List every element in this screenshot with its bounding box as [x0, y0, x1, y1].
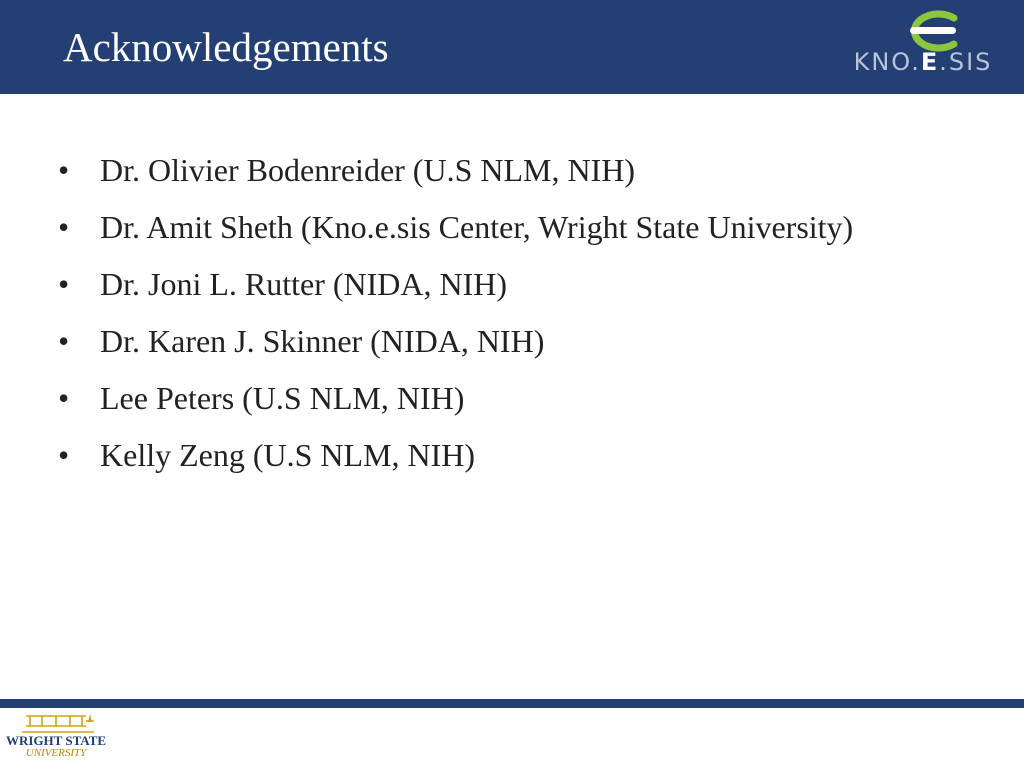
list-item — [56, 317, 856, 365]
logo-suffix: .SIS — [939, 48, 993, 76]
list-item-text: Dr. Olivier Bodenreider (U.S NLM, NIH) — [100, 152, 635, 188]
list-item — [56, 431, 856, 479]
bullet-marker: • — [58, 209, 70, 245]
list-item-text: Lee Peters (U.S NLM, NIH) — [100, 380, 465, 416]
acknowledgement-list — [56, 146, 856, 488]
footer-divider — [0, 699, 1024, 708]
knoesis-logo-mark-icon — [892, 10, 960, 52]
bullet-marker: • — [58, 437, 70, 473]
list-item-text: Dr. Joni L. Rutter (NIDA, NIH) — [100, 266, 508, 302]
list-item-text: Dr. Karen J. Skinner (NIDA, NIH) — [100, 323, 545, 359]
bullet-marker: • — [58, 380, 70, 416]
knoesis-logo — [838, 6, 1008, 86]
list-item-text: Kelly Zeng (U.S NLM, NIH) — [100, 437, 476, 473]
list-item-text: Dr. Amit Sheth (Kno.e.sis Center, Wright State University) — [100, 209, 854, 245]
knoesis-logo-wordmark — [838, 48, 1008, 76]
slide-title: Acknowledgements — [63, 24, 389, 70]
logo-prefix: KNO. — [853, 48, 921, 76]
list-item — [56, 146, 856, 194]
bullet-marker: • — [58, 266, 70, 302]
wright-state-logo — [6, 712, 106, 764]
bullet-marker: • — [58, 152, 70, 188]
title-bar — [0, 0, 1024, 94]
logo-highlight: E — [920, 48, 940, 76]
wright-state-name: WRIGHT STATE — [6, 733, 107, 748]
wright-flyer-icon — [20, 712, 96, 734]
list-item — [56, 260, 856, 308]
list-item — [56, 203, 856, 251]
list-item — [56, 374, 856, 422]
bullet-marker: • — [58, 323, 70, 359]
wright-state-subtitle: UNIVERSITY — [25, 747, 87, 759]
